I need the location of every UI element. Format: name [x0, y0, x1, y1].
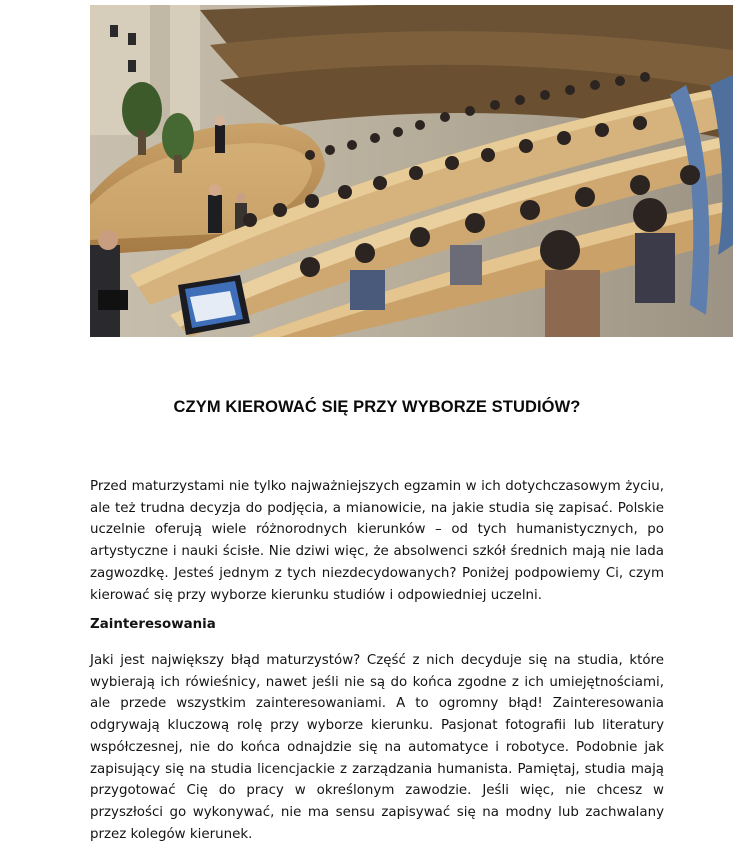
section-heading: Zainteresowania	[90, 617, 216, 632]
lecture-hall-illustration	[90, 5, 733, 337]
lecture-hall-photo	[90, 5, 733, 337]
intro-paragraph: Przed maturzystami nie tylko najważniejszych egzamin w ich dotychczasowym życiu, ale też trudna decyzja do podjęcia, a mianowicie, na jakie studia się zapisać. Polskie uczelnie oferują wiele różnorodnych kierunków – od tych humanistycznych, po artystyczne i nauki ścisłe. Nie dziwi więc, że absolwenci szkół średnich mają nie lada zagwozdkę. Jesteś jednym z tych niezdecydowanych? Poniżej podpowiemy Ci, czym kierować się przy wyborze kierunku studiów i odpowiedniej uczelni.	[90, 479, 664, 603]
article-title: CZYM KIEROWAĆ SIĘ PRZY WYBORZE STUDIÓW?	[173, 398, 581, 416]
interests-paragraph: Jaki jest największy błąd maturzystów? Część z nich decyduje się na studia, które wybierają ich rówieśnicy, nawet jeśli nie są do końca zgodne z ich umiejętnościami, ale przede wszystkim zainteresowaniami. A to ogromny błąd! Zainteresowania odgrywają kluczową rolę przy wyborze kierunku. Pasjonat fotografii lub literatury współczesnej, nie do końca odnajdzie się na automatyce i robotyce. Podobnie jak zapisujący się na studia licencjackie z zarządzania humanista. Pamiętaj, studia mają przygotować Cię do pracy w określonym zawodzie. Jeśli więc, nie chcesz w przyszłości go wykonywać, nie ma sensu zapisywać się na modny lub zachwalany przez kolegów kierunek.	[90, 653, 664, 842]
